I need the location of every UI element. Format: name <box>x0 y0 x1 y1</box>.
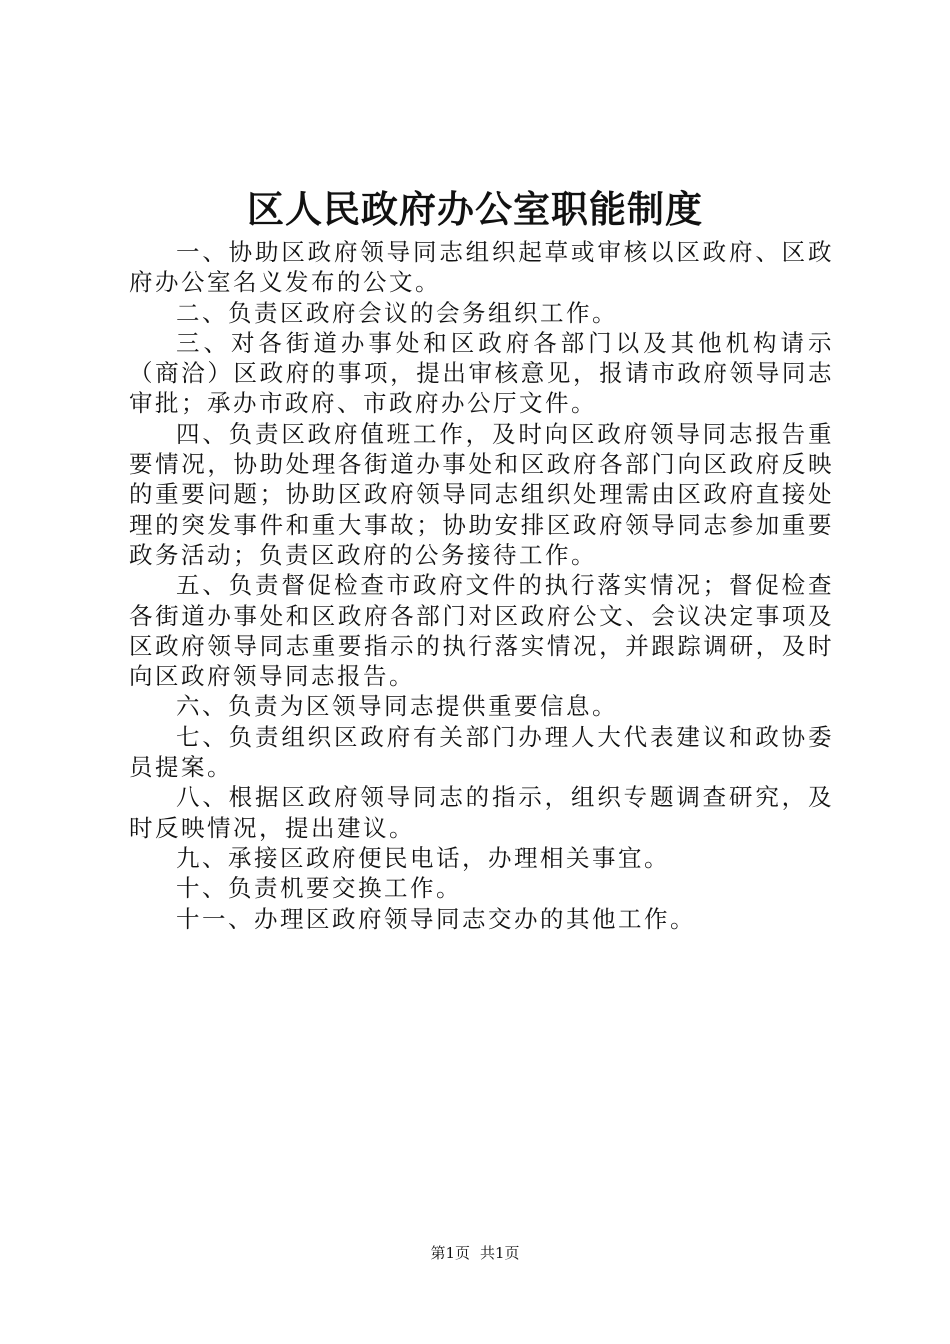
paragraph-10: 十、负责机要交换工作。 <box>176 874 462 903</box>
page-footer <box>0 1243 950 1263</box>
paragraph-11: 十一、办理区政府领导同志交办的其他工作。 <box>176 904 696 933</box>
paragraph-8: 八、根据区政府领导同志的指示，组织专题调查研究，及时反映情况，提出建议。 <box>129 783 834 842</box>
paragraph-6: 六、负责为区领导同志提供重要信息。 <box>176 692 618 721</box>
paragraph-5: 五、负责督促检查市政府文件的执行落实情况；督促检查各街道办事处和区政府各部门对区政府公文、会议决定事项及区政府领导同志重要指示的执行落实情况，并跟踪调研，及时向区政府领导同志报告。 <box>129 571 834 691</box>
paragraph-1: 一、协助区政府领导同志组织起草或审核以区政府、区政府办公室名义发布的公文。 <box>129 238 834 297</box>
paragraph-9: 九、承接区政府便民电话，办理相关事宜。 <box>176 843 670 872</box>
document-title: 区人民政府办公室职能制度 <box>247 187 703 231</box>
document-body <box>129 237 834 934</box>
paragraph-4: 四、负责区政府值班工作，及时向区政府领导同志报告重要情况，协助处理各街道办事处和区政府各部门向区政府反映的重要问题；协助区政府领导同志组织处理需由区政府直接处理的突发事件和重大事故；协助安排区政府领导同志参加重要政务活动；负责区政府的公务接待工作。 <box>129 419 834 569</box>
paragraph-7: 七、负责组织区政府有关部门办理人大代表建议和政协委员提案。 <box>129 722 834 782</box>
paragraph-2: 二、负责区政府会议的会务组织工作。 <box>176 298 618 327</box>
page-total: 共1页 <box>480 1244 520 1262</box>
page-number: 第1页 <box>430 1244 470 1262</box>
paragraph-3: 三、对各街道办事处和区政府各部门以及其他机构请示（商洽）区政府的事项，提出审核意见，报请市政府领导同志审批；承办市政府、市政府办公厅文件。 <box>129 328 834 418</box>
